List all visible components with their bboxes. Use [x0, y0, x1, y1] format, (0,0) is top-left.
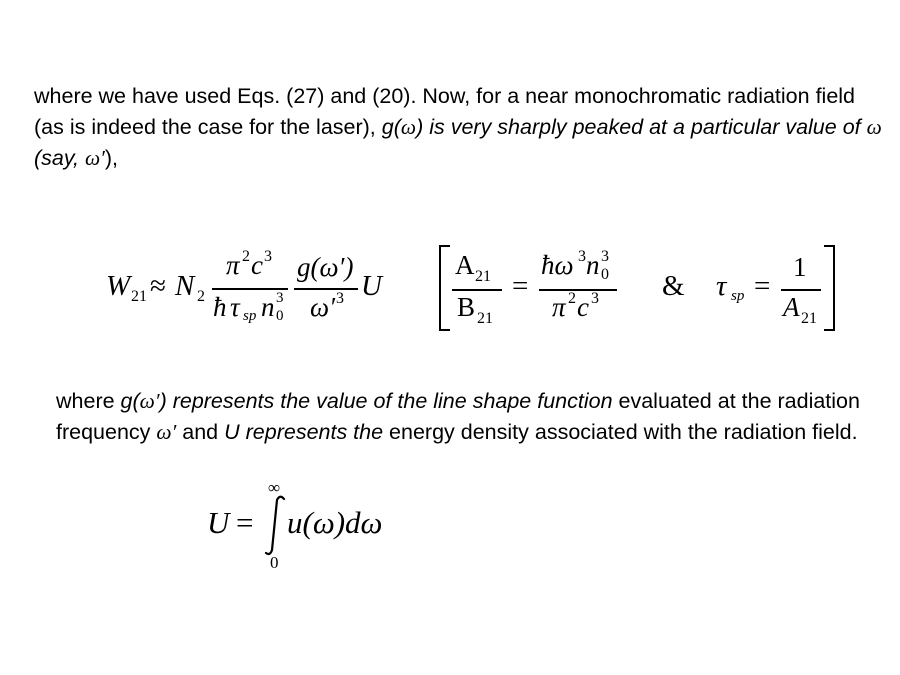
p2-italic-u: U represents the	[224, 420, 384, 444]
eq2-den-pi-sup: 2	[568, 290, 576, 307]
eq1-den1-tau: τ	[230, 292, 240, 322]
eq1-den1-n-sup: 3	[276, 290, 284, 306]
eq1-den1-n-sub: 0	[276, 308, 284, 324]
eq2-a2: A	[783, 292, 800, 322]
eq1-w-sub: 21	[131, 288, 147, 305]
p1-omega: ω	[400, 115, 417, 139]
eq1-num1-c-sup: 3	[264, 248, 272, 265]
p1-say: (say,	[34, 146, 85, 170]
p2-italic-rest: ) represents the value of the line shape function	[159, 389, 613, 413]
eq2-den-c: c	[577, 292, 589, 322]
eq2-num-n-sup: 3	[601, 248, 609, 265]
p1-g-open: g(	[381, 115, 401, 139]
eq3-u: U	[207, 505, 230, 540]
eq2-b: B	[457, 292, 476, 322]
eq1-den2: ω′	[310, 292, 335, 322]
eq2-equals2: =	[754, 270, 771, 302]
p1-text: where we have used Eqs. (27) and (20). Now, for a near monochromatic radiation field (as is indeed the case for the laser),	[34, 84, 856, 139]
eq1-num1-c: c	[251, 250, 263, 280]
p2-omega-prime2: ω′	[156, 420, 177, 444]
p2-text2: evaluated at the radiation frequency	[56, 389, 860, 444]
eq2-a-sub: 21	[475, 268, 491, 285]
eq2-tau-sub: sp	[731, 288, 745, 304]
eq1-u: U	[361, 270, 382, 302]
eq2-num-n: n	[586, 250, 600, 280]
p2-omega-prime: ω′	[139, 389, 160, 413]
p2-text4: energy density associated with the radiation field.	[383, 420, 858, 444]
eq3-equals: =	[236, 505, 254, 540]
eq1-den1-n: n	[261, 292, 275, 322]
eq3-upper-limit: ∞	[268, 478, 281, 497]
p2-g-open: g(	[120, 389, 140, 413]
eq2-num-omega-sup: 3	[578, 248, 586, 265]
eq1-approx: ≈	[150, 270, 166, 302]
eq1-n-sub: 2	[197, 288, 205, 305]
p1-omega-prime: ω′	[84, 146, 105, 170]
p2-text1: where	[56, 389, 121, 413]
eq1-num2: g(ω′)	[297, 252, 354, 282]
eq2-one: 1	[793, 252, 807, 282]
eq3-integrand: u(ω)dω	[287, 505, 383, 540]
eq3-lower-limit: 0	[270, 553, 279, 572]
p1-end: ),	[104, 146, 118, 170]
eq2-num-hbar-omega: ħω	[541, 250, 574, 280]
eq1-num1-pi-sup: 2	[242, 248, 250, 265]
eq2-equals: =	[512, 270, 529, 302]
eq1-den1-tau-sub: sp	[243, 308, 257, 324]
eq1-w: W	[106, 270, 131, 302]
eq2-den-c-sup: 3	[591, 290, 599, 307]
eq2-den-pi: π	[552, 292, 566, 322]
eq1-num1-pi: π	[226, 250, 240, 280]
eq1-den1-hbar: ħ	[213, 292, 227, 322]
eq1-den2-sup: 3	[336, 290, 344, 307]
eq2-ampersand: &	[662, 270, 685, 302]
p1-italic-rest: ) is very sharply peaked at a particular value of	[416, 115, 867, 139]
p2-text3: and	[176, 420, 225, 444]
integral-sign-icon	[262, 494, 288, 558]
eq2-a2-sub: 21	[801, 310, 817, 327]
eq2-a: A	[455, 250, 475, 280]
eq2-tau: τ	[716, 270, 727, 302]
eq2-b-sub: 21	[477, 310, 493, 327]
p1-omega2: ω	[866, 115, 882, 139]
eq1-n: N	[175, 270, 195, 302]
eq2-num-n-sub: 0	[601, 266, 609, 283]
